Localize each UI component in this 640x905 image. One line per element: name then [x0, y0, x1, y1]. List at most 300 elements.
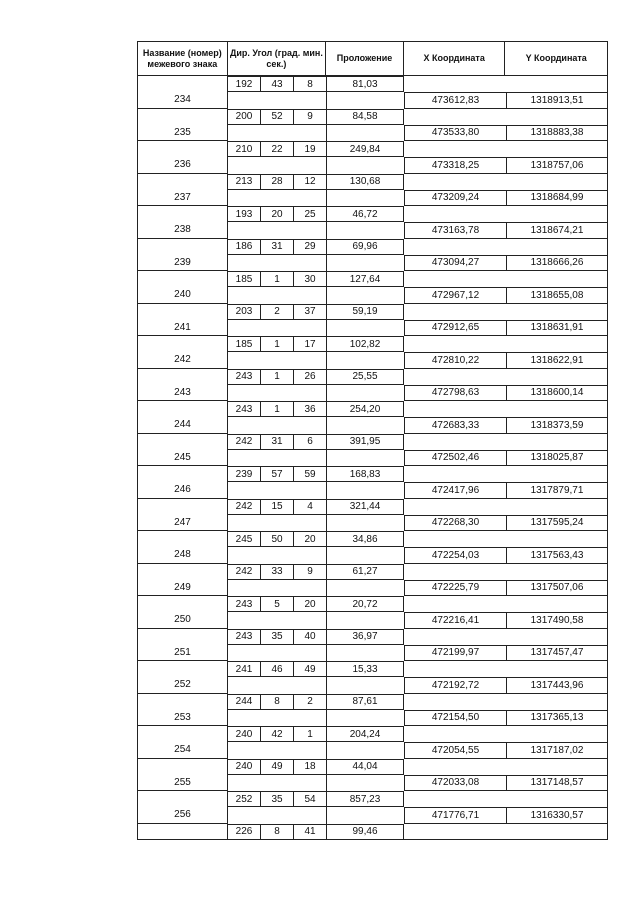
empty-cell — [506, 336, 608, 352]
y-coordinate: 1317457,47 — [506, 645, 608, 661]
empty-cell — [506, 239, 608, 255]
x-coordinate: 472054,55 — [404, 742, 506, 758]
segment-row — [137, 141, 608, 157]
point-name: 236 — [137, 157, 227, 173]
x-coordinate: 472216,41 — [404, 612, 506, 628]
x-coordinate: 473163,78 — [404, 222, 506, 238]
boundary-point-row — [137, 645, 608, 661]
x-coordinate: 473094,27 — [404, 255, 506, 271]
angle-degrees: 213 — [227, 174, 260, 190]
empty-cell — [404, 141, 506, 157]
segment-length: 81,03 — [326, 76, 404, 92]
angle-degrees: 242 — [227, 434, 260, 450]
empty-cell — [326, 320, 404, 336]
x-coordinate: 472502,46 — [404, 450, 506, 466]
empty-cell — [137, 661, 227, 677]
empty-cell — [326, 450, 404, 466]
empty-cell — [227, 710, 326, 726]
point-name: 238 — [137, 222, 227, 238]
point-name: 254 — [137, 742, 227, 758]
empty-cell — [137, 304, 227, 320]
empty-cell — [404, 694, 506, 710]
empty-cell — [227, 190, 326, 206]
empty-cell — [326, 92, 404, 108]
point-name: 237 — [137, 190, 227, 206]
segment-row — [137, 369, 608, 385]
segment-row — [137, 596, 608, 612]
empty-cell — [404, 629, 506, 645]
segment-row — [137, 564, 608, 580]
empty-cell — [506, 726, 608, 742]
segment-row — [137, 109, 608, 125]
segment-row — [137, 726, 608, 742]
empty-cell — [227, 92, 326, 108]
empty-cell — [227, 807, 326, 823]
empty-cell — [137, 824, 227, 840]
point-name: 249 — [137, 580, 227, 596]
empty-cell — [404, 596, 506, 612]
segment-length: 168,83 — [326, 466, 404, 482]
empty-cell — [326, 742, 404, 758]
empty-cell — [227, 320, 326, 336]
empty-cell — [227, 742, 326, 758]
empty-cell — [506, 791, 608, 807]
empty-cell — [137, 369, 227, 385]
angle-degrees: 185 — [227, 271, 260, 287]
y-coordinate: 1317365,13 — [506, 710, 608, 726]
empty-cell — [506, 206, 608, 222]
boundary-point-row — [137, 385, 608, 401]
angle-degrees: 243 — [227, 596, 260, 612]
segment-length: 15,33 — [326, 661, 404, 677]
table-header — [137, 41, 608, 76]
empty-cell — [326, 222, 404, 238]
empty-cell — [227, 352, 326, 368]
segment-length: 61,27 — [326, 564, 404, 580]
angle-minutes: 8 — [260, 824, 293, 840]
segment-length: 130,68 — [326, 174, 404, 190]
empty-cell — [137, 434, 227, 450]
y-coordinate: 1318674,21 — [506, 222, 608, 238]
empty-cell — [137, 174, 227, 190]
y-coordinate: 1317148,57 — [506, 775, 608, 791]
empty-cell — [404, 499, 506, 515]
point-name: 242 — [137, 352, 227, 368]
empty-cell — [404, 304, 506, 320]
empty-cell — [326, 417, 404, 433]
y-coordinate: 1317595,24 — [506, 515, 608, 531]
point-name: 247 — [137, 515, 227, 531]
angle-degrees: 240 — [227, 759, 260, 775]
boundary-point-row — [137, 612, 608, 628]
empty-cell — [404, 564, 506, 580]
angle-minutes: 1 — [260, 271, 293, 287]
segment-length: 87,61 — [326, 694, 404, 710]
segment-row — [137, 499, 608, 515]
angle-degrees: 245 — [227, 531, 260, 547]
empty-cell — [137, 206, 227, 222]
empty-cell — [137, 271, 227, 287]
point-name: 245 — [137, 450, 227, 466]
angle-degrees: 240 — [227, 726, 260, 742]
boundary-point-row — [137, 742, 608, 758]
boundary-point-row — [137, 580, 608, 596]
angle-minutes: 35 — [260, 791, 293, 807]
segment-length: 321,44 — [326, 499, 404, 515]
y-coordinate: 1318600,14 — [506, 385, 608, 401]
empty-cell — [404, 531, 506, 547]
boundary-point-row — [137, 677, 608, 693]
segment-length: 249,84 — [326, 141, 404, 157]
segment-length: 46,72 — [326, 206, 404, 222]
empty-cell — [227, 580, 326, 596]
point-name: 256 — [137, 807, 227, 823]
angle-minutes: 43 — [260, 76, 293, 92]
empty-cell — [227, 547, 326, 563]
segment-length: 25,55 — [326, 369, 404, 385]
empty-cell — [137, 726, 227, 742]
angle-seconds: 29 — [293, 239, 326, 255]
x-coordinate: 472912,65 — [404, 320, 506, 336]
angle-degrees: 200 — [227, 109, 260, 125]
x-coordinate: 472154,50 — [404, 710, 506, 726]
angle-seconds: 30 — [293, 271, 326, 287]
empty-cell — [137, 336, 227, 352]
segment-row — [137, 434, 608, 450]
x-coordinate: 472192,72 — [404, 677, 506, 693]
angle-seconds: 12 — [293, 174, 326, 190]
empty-cell — [506, 661, 608, 677]
x-coordinate: 472417,96 — [404, 482, 506, 498]
boundary-point-row — [137, 92, 608, 108]
boundary-point-row — [137, 807, 608, 823]
y-coordinate: 1318655,08 — [506, 287, 608, 303]
segment-length: 59,19 — [326, 304, 404, 320]
angle-degrees: 243 — [227, 401, 260, 417]
empty-cell — [227, 482, 326, 498]
empty-cell — [404, 726, 506, 742]
empty-cell — [137, 401, 227, 417]
angle-seconds: 18 — [293, 759, 326, 775]
header-y: Y Координата — [525, 53, 587, 63]
empty-cell — [137, 564, 227, 580]
empty-cell — [137, 466, 227, 482]
empty-cell — [506, 499, 608, 515]
empty-cell — [506, 434, 608, 450]
angle-seconds: 20 — [293, 596, 326, 612]
y-coordinate: 1317187,02 — [506, 742, 608, 758]
angle-degrees: 185 — [227, 336, 260, 352]
angle-minutes: 20 — [260, 206, 293, 222]
x-coordinate: 473318,25 — [404, 157, 506, 173]
point-name: 246 — [137, 482, 227, 498]
point-name: 252 — [137, 677, 227, 693]
angle-seconds: 37 — [293, 304, 326, 320]
y-coordinate: 1317443,96 — [506, 677, 608, 693]
x-coordinate: 473612,83 — [404, 92, 506, 108]
angle-seconds: 54 — [293, 791, 326, 807]
angle-seconds: 2 — [293, 694, 326, 710]
point-name: 244 — [137, 417, 227, 433]
angle-degrees: 226 — [227, 824, 260, 840]
point-name: 248 — [137, 547, 227, 563]
empty-cell — [227, 255, 326, 271]
segment-row — [137, 661, 608, 677]
angle-seconds: 36 — [293, 401, 326, 417]
y-coordinate: 1317490,58 — [506, 612, 608, 628]
empty-cell — [326, 352, 404, 368]
boundary-point-row — [137, 255, 608, 271]
y-coordinate: 1316330,57 — [506, 807, 608, 823]
empty-cell — [227, 417, 326, 433]
angle-degrees: 193 — [227, 206, 260, 222]
angle-seconds: 1 — [293, 726, 326, 742]
x-coordinate: 472254,03 — [404, 547, 506, 563]
empty-cell — [326, 482, 404, 498]
angle-degrees: 242 — [227, 564, 260, 580]
y-coordinate: 1318684,99 — [506, 190, 608, 206]
empty-cell — [227, 287, 326, 303]
boundary-point-row — [137, 125, 608, 141]
angle-minutes: 57 — [260, 466, 293, 482]
boundary-point-row — [137, 352, 608, 368]
segment-length: 99,46 — [326, 824, 404, 840]
segment-row — [137, 759, 608, 775]
empty-cell — [137, 759, 227, 775]
empty-cell — [404, 109, 506, 125]
boundary-point-row — [137, 450, 608, 466]
segment-row — [137, 336, 608, 352]
y-coordinate: 1318631,91 — [506, 320, 608, 336]
angle-minutes: 50 — [260, 531, 293, 547]
empty-cell — [506, 271, 608, 287]
y-coordinate: 1318666,26 — [506, 255, 608, 271]
angle-minutes: 42 — [260, 726, 293, 742]
angle-minutes: 28 — [260, 174, 293, 190]
empty-cell — [326, 775, 404, 791]
segment-row — [137, 239, 608, 255]
empty-cell — [227, 515, 326, 531]
y-coordinate: 1318373,59 — [506, 417, 608, 433]
point-name: 251 — [137, 645, 227, 661]
empty-cell — [326, 580, 404, 596]
point-name: 240 — [137, 287, 227, 303]
empty-cell — [404, 336, 506, 352]
segment-row — [137, 304, 608, 320]
boundary-point-row — [137, 515, 608, 531]
boundary-point-row — [137, 287, 608, 303]
empty-cell — [506, 304, 608, 320]
segment-row — [137, 824, 608, 840]
x-coordinate: 472810,22 — [404, 352, 506, 368]
x-coordinate: 472033,08 — [404, 775, 506, 791]
angle-seconds: 49 — [293, 661, 326, 677]
angle-minutes: 33 — [260, 564, 293, 580]
empty-cell — [227, 450, 326, 466]
boundary-coordinates-table — [137, 41, 608, 840]
segment-row — [137, 791, 608, 807]
boundary-point-row — [137, 222, 608, 238]
empty-cell — [404, 76, 506, 92]
empty-cell — [326, 710, 404, 726]
boundary-point-row — [137, 417, 608, 433]
empty-cell — [227, 677, 326, 693]
segment-length: 36,97 — [326, 629, 404, 645]
empty-cell — [227, 157, 326, 173]
empty-cell — [404, 369, 506, 385]
x-coordinate: 472199,97 — [404, 645, 506, 661]
empty-cell — [404, 174, 506, 190]
segment-row — [137, 694, 608, 710]
angle-seconds: 17 — [293, 336, 326, 352]
empty-cell — [137, 531, 227, 547]
angle-seconds: 4 — [293, 499, 326, 515]
angle-seconds: 40 — [293, 629, 326, 645]
header-x: X Координата — [404, 42, 506, 75]
empty-cell — [404, 401, 506, 417]
segment-length: 69,96 — [326, 239, 404, 255]
table-body — [137, 76, 608, 840]
empty-cell — [404, 434, 506, 450]
angle-seconds: 9 — [293, 109, 326, 125]
angle-minutes: 15 — [260, 499, 293, 515]
empty-cell — [227, 385, 326, 401]
angle-seconds: 9 — [293, 564, 326, 580]
angle-seconds: 26 — [293, 369, 326, 385]
empty-cell — [137, 596, 227, 612]
empty-cell — [506, 141, 608, 157]
angle-minutes: 22 — [260, 141, 293, 157]
empty-cell — [227, 612, 326, 628]
segment-row — [137, 531, 608, 547]
angle-seconds: 41 — [293, 824, 326, 840]
empty-cell — [326, 190, 404, 206]
empty-cell — [506, 466, 608, 482]
empty-cell — [227, 775, 326, 791]
angle-degrees: 210 — [227, 141, 260, 157]
angle-minutes: 31 — [260, 239, 293, 255]
segment-row — [137, 206, 608, 222]
x-coordinate: 472683,33 — [404, 417, 506, 433]
empty-cell — [326, 677, 404, 693]
empty-cell — [506, 824, 608, 840]
point-name: 243 — [137, 385, 227, 401]
boundary-point-row — [137, 320, 608, 336]
angle-degrees: 243 — [227, 369, 260, 385]
angle-seconds: 25 — [293, 206, 326, 222]
empty-cell — [326, 547, 404, 563]
segment-length: 84,58 — [326, 109, 404, 125]
angle-minutes: 52 — [260, 109, 293, 125]
x-coordinate: 472967,12 — [404, 287, 506, 303]
empty-cell — [137, 239, 227, 255]
point-name: 234 — [137, 92, 227, 108]
angle-minutes: 46 — [260, 661, 293, 677]
angle-minutes: 35 — [260, 629, 293, 645]
empty-cell — [326, 515, 404, 531]
empty-cell — [506, 596, 608, 612]
angle-minutes: 31 — [260, 434, 293, 450]
angle-degrees: 192 — [227, 76, 260, 92]
angle-degrees: 243 — [227, 629, 260, 645]
x-coordinate: 471776,71 — [404, 807, 506, 823]
angle-minutes: 2 — [260, 304, 293, 320]
empty-cell — [326, 645, 404, 661]
x-coordinate: 472268,30 — [404, 515, 506, 531]
segment-length: 857,23 — [326, 791, 404, 807]
empty-cell — [326, 287, 404, 303]
x-coordinate: 472225,79 — [404, 580, 506, 596]
empty-cell — [404, 759, 506, 775]
empty-cell — [137, 629, 227, 645]
angle-degrees: 244 — [227, 694, 260, 710]
empty-cell — [506, 564, 608, 580]
y-coordinate: 1318757,06 — [506, 157, 608, 173]
segment-row — [137, 174, 608, 190]
empty-cell — [506, 369, 608, 385]
empty-cell — [404, 239, 506, 255]
angle-minutes: 49 — [260, 759, 293, 775]
empty-cell — [227, 125, 326, 141]
y-coordinate: 1318883,38 — [506, 125, 608, 141]
segment-length: 254,20 — [326, 401, 404, 417]
point-name: 250 — [137, 612, 227, 628]
empty-cell — [506, 531, 608, 547]
boundary-point-row — [137, 775, 608, 791]
point-name: 253 — [137, 710, 227, 726]
y-coordinate: 1318025,87 — [506, 450, 608, 466]
angle-seconds: 20 — [293, 531, 326, 547]
angle-minutes: 1 — [260, 401, 293, 417]
empty-cell — [326, 612, 404, 628]
empty-cell — [404, 271, 506, 287]
empty-cell — [137, 791, 227, 807]
empty-cell — [506, 694, 608, 710]
header-angle: Дир. Угол (град. мин. сек.) — [228, 42, 327, 75]
segment-length: 102,82 — [326, 336, 404, 352]
boundary-point-row — [137, 190, 608, 206]
segment-length: 127,64 — [326, 271, 404, 287]
empty-cell — [137, 499, 227, 515]
empty-cell — [506, 401, 608, 417]
empty-cell — [227, 222, 326, 238]
empty-cell — [137, 141, 227, 157]
y-coordinate: 1318622,91 — [506, 352, 608, 368]
empty-cell — [137, 694, 227, 710]
segment-length: 204,24 — [326, 726, 404, 742]
angle-minutes: 5 — [260, 596, 293, 612]
empty-cell — [404, 791, 506, 807]
segment-row — [137, 76, 608, 92]
angle-seconds: 59 — [293, 466, 326, 482]
boundary-point-row — [137, 710, 608, 726]
point-name: 255 — [137, 775, 227, 791]
segment-row — [137, 629, 608, 645]
angle-degrees: 186 — [227, 239, 260, 255]
empty-cell — [506, 76, 608, 92]
boundary-point-row — [137, 482, 608, 498]
empty-cell — [506, 174, 608, 190]
angle-seconds: 19 — [293, 141, 326, 157]
empty-cell — [506, 629, 608, 645]
header-name: Название (номер) межевого знака — [138, 42, 228, 75]
angle-seconds: 6 — [293, 434, 326, 450]
y-coordinate: 1318913,51 — [506, 92, 608, 108]
x-coordinate: 473533,80 — [404, 125, 506, 141]
angle-minutes: 1 — [260, 369, 293, 385]
header-length: Проложение — [326, 42, 404, 75]
angle-degrees: 252 — [227, 791, 260, 807]
